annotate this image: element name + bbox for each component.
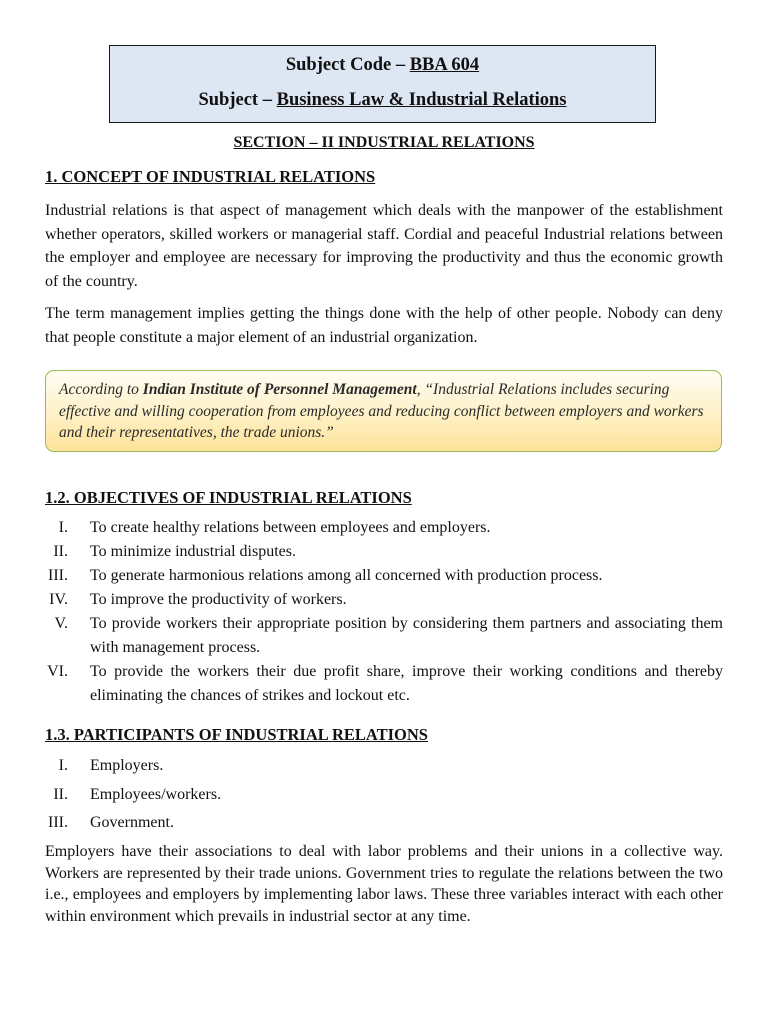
- subject-code-label: Subject Code –: [285, 55, 410, 75]
- quote-prefix: According to: [59, 381, 143, 398]
- list-item: [45, 612, 723, 660]
- objectives-heading: 1.2. OBJECTIVES OF INDUSTRIAL RELATIONS: [45, 488, 412, 507]
- list-item-number: V.: [54, 615, 68, 632]
- list-item: [45, 564, 723, 588]
- concept-paragraph-2: The term management implies getting the things done with the help of other people. Nobody can deny that people constitute a major element of an industrial organization.: [45, 305, 723, 346]
- list-item: [45, 660, 723, 708]
- objectives-list: [45, 516, 723, 708]
- list-item: [45, 588, 723, 612]
- list-item-text: Employees/workers.: [90, 785, 222, 803]
- list-item-number: I.: [58, 519, 68, 536]
- section-title: SECTION – II INDUSTRIAL RELATIONS: [233, 134, 535, 151]
- definition-quote-box: [45, 370, 722, 452]
- subject-code-line: [110, 55, 655, 76]
- list-item-number: III.: [48, 567, 68, 584]
- subject-name-value: Business Law & Industrial Relations: [276, 90, 567, 110]
- list-item-number: IV.: [49, 591, 68, 608]
- list-item-text: To create healthy relations between employees and employers.: [90, 519, 491, 536]
- list-item-number: III.: [48, 814, 68, 831]
- participants-heading: 1.3. PARTICIPANTS OF INDUSTRIAL RELATIONS: [45, 725, 428, 744]
- quote-source: Indian Institute of Personnel Management: [142, 381, 417, 398]
- subject-header-box: [109, 45, 656, 123]
- list-item-text: To minimize industrial disputes.: [90, 543, 296, 560]
- concept-paragraph-1: Industrial relations is that aspect of management which deals with the manpower of the establishment whether operators, skilled workers or managerial staff. Cordial and peaceful Industrial relations between the employer and employee are necessary for improving the productivity and thus the economic growth of the country.: [45, 202, 723, 290]
- subject-code-value: BBA 604: [409, 55, 480, 75]
- list-item-text: To generate harmonious relations among all concerned with production process.: [90, 567, 603, 584]
- list-item-number: VI.: [47, 663, 68, 680]
- participants-list: [45, 752, 723, 838]
- concept-heading: 1. CONCEPT OF INDUSTRIAL RELATIONS: [45, 167, 376, 186]
- list-item: [45, 540, 723, 564]
- subject-name-line: [110, 90, 655, 111]
- list-item-number: II.: [53, 785, 68, 803]
- list-item-number: I.: [58, 757, 68, 774]
- list-item-text: To provide workers their appropriate position by considering them partners and associating them with management process.: [90, 615, 723, 656]
- list-item: [45, 781, 723, 810]
- list-item-number: II.: [53, 543, 68, 560]
- subject-name-label: Subject –: [198, 90, 277, 110]
- list-item-text: To improve the productivity of workers.: [90, 591, 347, 608]
- list-item-text: Government.: [90, 814, 174, 831]
- list-item: [45, 516, 723, 540]
- list-item: [45, 752, 723, 781]
- quote-text: , “Industrial Relations includes securing effective and willing cooperation from employees and reducing conflict between employers and workers and their representatives, the trade unions.”: [59, 381, 704, 441]
- list-item-text: To provide the workers their due profit share, improve their working conditions and thereby eliminating the chances of strikes and lockout etc.: [90, 663, 723, 704]
- list-item-text: Employers.: [90, 757, 164, 774]
- list-item: [45, 809, 723, 838]
- participants-paragraph: Employers have their associations to deal with labor problems and their unions in a collective way. Workers are represented by their trade unions. Government tries to regulate the relations between the two i.e., employees and employers by implementing labor laws. These three variables interact with each other within environment which prevails in industrial sector at any time.: [45, 843, 723, 925]
